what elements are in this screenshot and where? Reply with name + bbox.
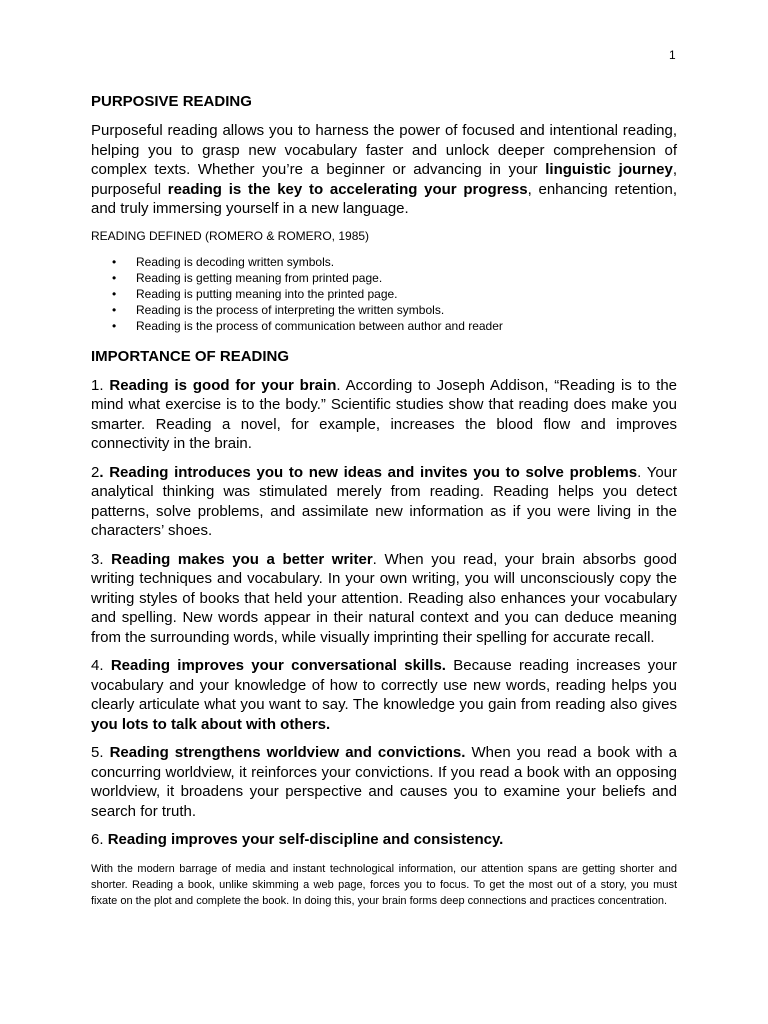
text-run: . According to Joseph Addison, “Reading is to the mind what exercise is to the body.” Scientific studies show that reading does make you smarter. Reading a novel, for example, increases the blood flow and improves connectivity in the brain. bbox=[91, 376, 677, 452]
text-run: . When you read, your brain absorbs good writing techniques and vocabulary. In your own writing, you will unconsciously copy the writing styles of books that held your attention. Reading also enhances your vocabulary and spelling. New words appear in their natural context and you can deduce meaning from the surrounding words, while visually imprinting their spelling for accurate recall. bbox=[91, 550, 677, 646]
list-item-text: Reading is the process of interpreting the written symbols. bbox=[136, 302, 445, 317]
importance-point-2 bbox=[91, 463, 677, 541]
bold-text-run: you lots to talk about with others. bbox=[91, 715, 331, 733]
bold-text-run: linguistic journey bbox=[545, 161, 673, 178]
bullet-icon: • bbox=[112, 286, 117, 301]
importance-point-4 bbox=[91, 656, 677, 734]
closing-paragraph: With the modern barrage of media and instant technological information, our attention spans are getting shorter and shorter. Reading a book, unlike skimming a web page, forces you to focus. To get the most out of a story, you must fixate on the plot and complete the book. In doing this, your brain forms deep connections and practices concentration. bbox=[91, 862, 677, 907]
reading-defined-heading: READING DEFINED (ROMERO & ROMERO, 1985) bbox=[91, 228, 370, 243]
bold-text-run: Reading is good for your brain bbox=[109, 376, 337, 394]
text-run: 1. bbox=[91, 376, 110, 394]
reading-definitions-list bbox=[91, 254, 677, 334]
text-run: 5. bbox=[91, 744, 110, 761]
text-run: Because reading increases your vocabulary and your knowledge of how to correctly use new words, reading helps you clearly articulate what you want to say. The knowledge you gain from reading also gives bbox=[91, 657, 677, 713]
importance-point-3 bbox=[91, 550, 677, 648]
list-item-text: Reading is the process of communication between author and reader bbox=[136, 318, 503, 333]
text-run: 2 bbox=[91, 463, 100, 481]
text-run: 6. bbox=[91, 831, 108, 848]
bold-text-run: . Reading introduces you to new ideas and invites you to solve problems bbox=[99, 463, 638, 481]
importance-point-5 bbox=[91, 743, 677, 821]
bold-text-run: Reading improves your self-discipline and consistency. bbox=[107, 831, 504, 848]
page-content bbox=[91, 91, 677, 909]
text-run: . Your analytical thinking was stimulated merely from reading. Reading helps you detect patterns, solve problems, and assimilate new information as if you were living in the characters’ shoes. bbox=[91, 463, 678, 539]
bold-text-run: Reading makes you a better writer bbox=[111, 550, 373, 568]
text-run: Purposeful reading allows you to harness the power of focused and intentional reading, helping you to grasp new vocabulary faster and unlock deeper comprehension of complex texts. Whether you’re a beginner or advancing in your bbox=[91, 122, 677, 178]
bold-text-run: Reading strengthens worldview and convictions. bbox=[109, 744, 466, 761]
list-item-text: Reading is decoding written symbols. bbox=[136, 254, 335, 269]
page-number: 1 bbox=[669, 48, 676, 62]
purposive-reading-intro bbox=[91, 121, 677, 219]
list-item bbox=[91, 302, 677, 318]
bold-text-run: Reading improves your conversational skills. bbox=[110, 657, 446, 674]
bullet-icon: • bbox=[112, 302, 117, 317]
list-item bbox=[91, 318, 677, 334]
list-item-text: Reading is putting meaning into the printed page. bbox=[136, 286, 398, 301]
list-item bbox=[91, 254, 677, 270]
importance-point-1 bbox=[91, 376, 677, 454]
bullet-icon: • bbox=[112, 254, 117, 269]
list-item-text: Reading is getting meaning from printed page. bbox=[136, 270, 383, 285]
text-run: , enhancing retention, and truly immersing yourself in a new language. bbox=[91, 180, 677, 217]
text-run: , purposeful bbox=[91, 161, 677, 198]
list-item bbox=[91, 286, 677, 302]
purposive-reading-heading: PURPOSIVE READING bbox=[91, 93, 252, 110]
importance-of-reading-heading: IMPORTANCE OF READING bbox=[91, 347, 290, 365]
bullet-icon: • bbox=[112, 318, 117, 333]
text-run: 3. bbox=[91, 550, 112, 568]
bold-text-run: reading is the key to accelerating your progress bbox=[167, 180, 528, 198]
importance-point-6 bbox=[91, 830, 677, 850]
bullet-icon: • bbox=[112, 270, 117, 285]
list-item bbox=[91, 270, 677, 286]
text-run: 4. bbox=[91, 657, 111, 674]
text-run: When you read a book with a concurring worldview, it reinforces your convictions. If you read a book with an opposing worldview, it broadens your perspective and causes you to examine your beliefs and search for truth. bbox=[91, 744, 678, 820]
